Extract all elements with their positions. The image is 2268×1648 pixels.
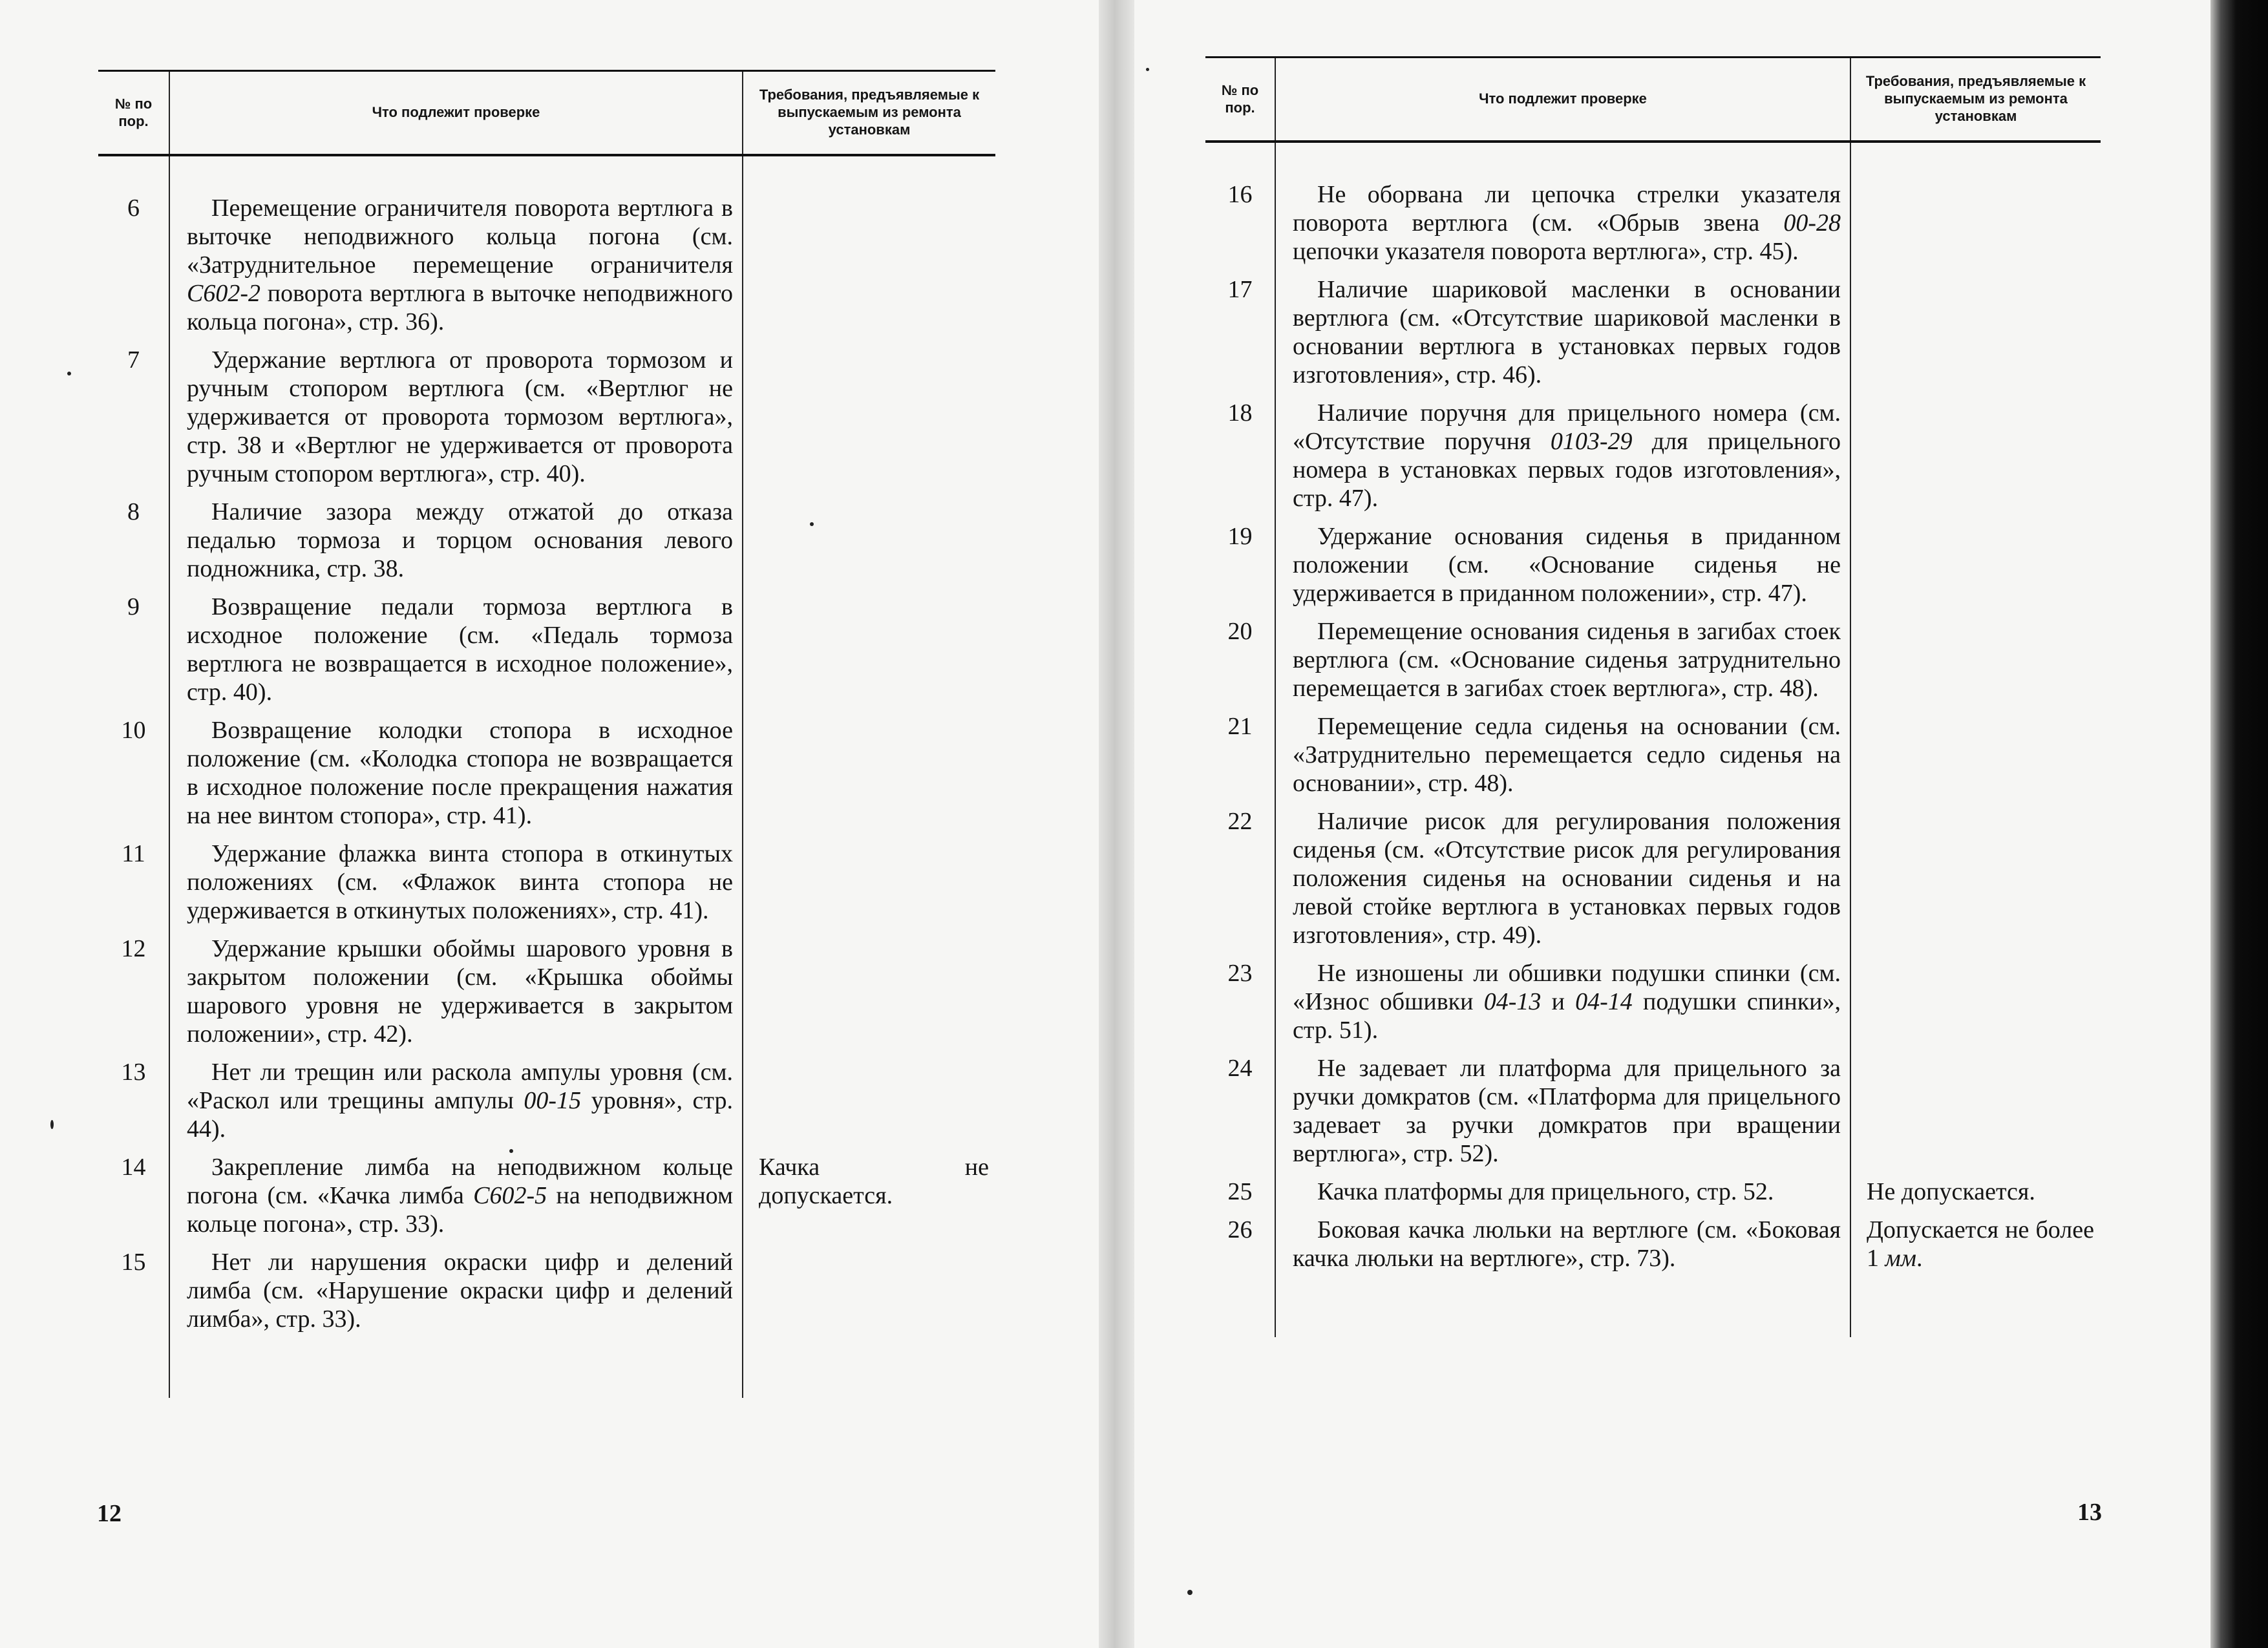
column-header-what: Что подлежит проверке <box>169 71 743 156</box>
row-requirement <box>1850 802 2101 954</box>
row-number: 13 <box>121 1059 146 1086</box>
row-number: 11 <box>122 840 145 867</box>
row-number: 17 <box>1227 276 1253 303</box>
row-check-item: Удержание основания сиденья в приданном положении (см. «Основание сиденья не удерживается в приданном положении», стр. 47). <box>1275 517 1850 612</box>
column-header-number: № по пор. <box>1205 58 1275 142</box>
row-requirement <box>1850 142 2101 270</box>
table-row <box>1205 954 2101 1049</box>
row-number: 22 <box>1227 808 1253 835</box>
row-number: 18 <box>1227 399 1253 427</box>
row-check-item: Наличие зазора между отжатой до отказа педалью тормоза и торцом основания левого подножника, стр. 38. <box>169 492 743 587</box>
row-requirement <box>743 1053 995 1148</box>
row-number: 16 <box>1227 181 1253 208</box>
table-row <box>98 1243 995 1398</box>
row-check-item: Наличие шариковой масленки в основании вертлюга (см. «Отсутствие шариковой масленки в основании вертлюга в установках первых годов изготовления», стр. 46). <box>1275 270 1850 394</box>
row-number: 14 <box>121 1154 146 1181</box>
table-row <box>98 1148 995 1243</box>
row-requirement <box>1850 394 2101 517</box>
row-check-item: Не оборвана ли цепочка стрелки указателя поворота вертлюга (см. «Обрыв звена 00-28 цепочки указателя поворота вертлюга», стр. 45). <box>1275 142 1850 270</box>
page-number: 13 <box>2077 1499 2102 1526</box>
row-requirement <box>743 341 995 492</box>
row-number: 19 <box>1227 523 1253 550</box>
row-check-item: Удержание крышки обоймы шарового уровня в закрытом положении (см. «Крышка обоймы шарового уровня не удерживается в закрытом положении», стр. 42). <box>169 929 743 1053</box>
inspection-table-right <box>1205 56 2101 1337</box>
table-row <box>1205 1210 2101 1337</box>
table-header <box>98 71 995 156</box>
table-row <box>1205 1049 2101 1172</box>
print-speck <box>1187 1590 1192 1595</box>
row-number: 12 <box>121 935 146 962</box>
row-requirement <box>743 155 995 341</box>
row-requirement <box>743 929 995 1053</box>
row-check-item: Перемещение седла сиденья на основании (см. «Затруднительно перемещается седло сиденья на основании», стр. 48). <box>1275 707 1850 802</box>
row-check-item: Возвращение педали тормоза вертлюга в исходное положение (см. «Педаль тормоза вертлюга не возвращается в исходное положение», стр. 40). <box>169 587 743 711</box>
table-row <box>1205 142 2101 270</box>
row-number: 24 <box>1227 1055 1253 1082</box>
table-row <box>1205 270 2101 394</box>
row-requirement <box>1850 707 2101 802</box>
row-requirement <box>743 834 995 929</box>
row-number: 7 <box>127 346 140 374</box>
column-header-number: № по пор. <box>98 71 169 156</box>
row-number: 8 <box>127 498 140 525</box>
row-check-item: Удержание флажка винта стопора в откинутых положениях (см. «Флажок винта стопора не удерживается в откинутых положениях», стр. 41). <box>169 834 743 929</box>
column-header-requirements: Требования, предъявляемые к выпускаемым из ремонта установкам <box>1850 58 2101 142</box>
print-speck <box>509 1149 513 1153</box>
print-speck <box>67 372 71 375</box>
table-row <box>1205 612 2101 707</box>
table-row <box>1205 707 2101 802</box>
book-gutter <box>1099 0 1134 1648</box>
print-speck <box>810 522 814 526</box>
row-requirement: Не допускается. <box>1850 1172 2101 1210</box>
print-speck <box>1146 68 1149 71</box>
row-check-item: Не изношены ли обшивки подушки спинки (см. «Износ обшивки 04-13 и 04-14 подушки спинки», стр. 51). <box>1275 954 1850 1049</box>
table-row <box>1205 1172 2101 1210</box>
row-check-item: Не задевает ли платформа для прицельного за ручки домкратов (см. «Платформа для прицельного задевает за ручки домкратов при вращении вертлюга», стр. 52). <box>1275 1049 1850 1172</box>
table-row <box>98 587 995 711</box>
row-check-item: Закрепление лимба на неподвижном кольце погона (см. «Качка лимба С602-5 на неподвижном кольце погона», стр. 33). <box>169 1148 743 1243</box>
table-row <box>1205 802 2101 954</box>
table-header <box>1205 58 2101 142</box>
row-check-item: Наличие поручня для прицельного номера (см. «Отсутствие поручня 0103-29 для прицельного номера в установках первых годов изготовления», стр. 47). <box>1275 394 1850 517</box>
row-requirement <box>1850 517 2101 612</box>
row-check-item: Перемещение ограничителя поворота вертлюга в выточке неподвижного кольца погона (см. «Затруднительное перемещение ограничителя С602-2 поворота вертлюга в выточке неподвижного кольца погона», стр. 36). <box>169 155 743 341</box>
table-row <box>1205 517 2101 612</box>
row-check-item: Перемещение основания сиденья в загибах стоек вертлюга (см. «Основание сиденья затруднительно перемещается в загибах стоек вертлюга», стр. 48). <box>1275 612 1850 707</box>
row-number: 15 <box>121 1249 146 1276</box>
table-row <box>1205 394 2101 517</box>
row-check-item: Нет ли нарушения окраски цифр и делений лимба (см. «Нарушение окраски цифр и делений лимба», стр. 33). <box>169 1243 743 1398</box>
table-row <box>98 492 995 587</box>
row-number: 26 <box>1227 1216 1253 1243</box>
row-requirement: Качка не допускается. <box>743 1148 995 1243</box>
scan-edge-shadow <box>2210 0 2268 1648</box>
row-requirement <box>743 711 995 834</box>
row-number: 10 <box>121 717 146 744</box>
row-number: 23 <box>1227 960 1253 987</box>
row-check-item: Нет ли трещин или раскола ампулы уровня (см. «Раскол или трещины ампулы 00-15 уровня», стр. 44). <box>169 1053 743 1148</box>
row-requirement <box>743 1243 995 1398</box>
row-check-item: Боковая качка люльки на вертлюге (см. «Боковая качка люльки на вертлюге», стр. 73). <box>1275 1210 1850 1337</box>
row-requirement <box>743 492 995 587</box>
table-row <box>98 1053 995 1148</box>
row-requirement <box>743 587 995 711</box>
row-requirement <box>1850 270 2101 394</box>
page-number: 12 <box>97 1500 122 1527</box>
left-page <box>0 0 1099 1648</box>
print-speck <box>50 1120 54 1129</box>
row-number: 20 <box>1227 618 1253 645</box>
row-number: 6 <box>127 195 140 222</box>
table-row <box>98 155 995 341</box>
row-requirement <box>1850 954 2101 1049</box>
row-check-item: Возвращение колодки стопора в исходное положение (см. «Колодка стопора не возвращается в исходное положение после прекращения нажатия на нее винтом стопора», стр. 41). <box>169 711 743 834</box>
row-check-item: Качка платформы для прицельного, стр. 52. <box>1275 1172 1850 1210</box>
table-row <box>98 341 995 492</box>
table-row <box>98 834 995 929</box>
table-row <box>98 711 995 834</box>
row-number: 21 <box>1227 713 1253 740</box>
row-requirement <box>1850 612 2101 707</box>
column-header-requirements: Требования, предъявляемые к выпускаемым из ремонта установкам <box>743 71 995 156</box>
row-number: 25 <box>1227 1178 1253 1205</box>
row-requirement <box>1850 1049 2101 1172</box>
column-header-what: Что подлежит проверке <box>1275 58 1850 142</box>
row-check-item: Удержание вертлюга от проворота тормозом и ручным стопором вертлюга (см. «Вертлюг не удерживается от проворота тормозом вертлюга», стр. 38 и «Вертлюг не удерживается от проворота ручным стопором вертлюга», стр. 40). <box>169 341 743 492</box>
row-requirement: Допускается не более 1 мм. <box>1850 1210 2101 1337</box>
row-number: 9 <box>127 593 140 620</box>
row-check-item: Наличие рисок для регулирования положения сиденья (см. «Отсутствие рисок для регулирования положения сиденья на основании сиденья и на левой стойке вертлюга в установках первых годов изготовления», стр. 49). <box>1275 802 1850 954</box>
table-row <box>98 929 995 1053</box>
inspection-table-left <box>98 70 995 1398</box>
